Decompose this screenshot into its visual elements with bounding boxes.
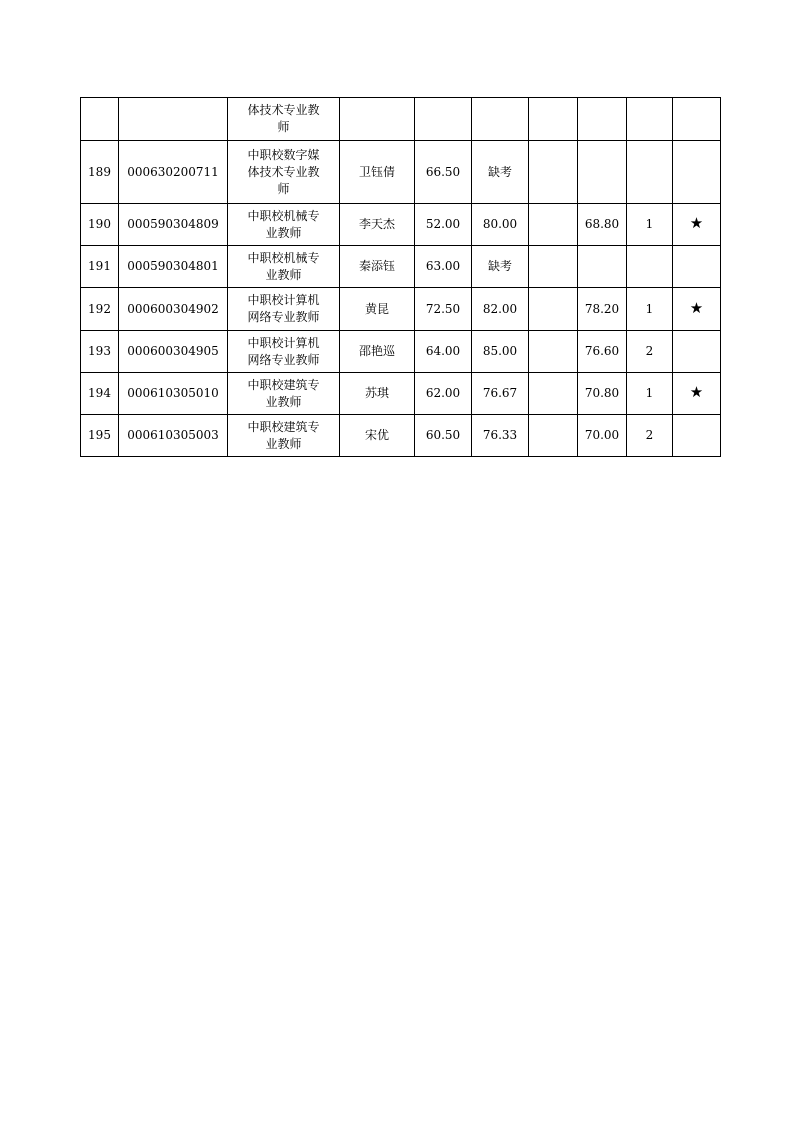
post-cell (228, 415, 340, 457)
post-line: 体技术专业教 (247, 103, 320, 117)
exam-id-cell: 000600304902 (119, 288, 228, 331)
exam-id-cell (119, 98, 228, 141)
selected-cell (673, 288, 721, 331)
written-score-cell: 64.00 (415, 331, 472, 373)
table-row (81, 331, 721, 373)
total-score-cell (578, 246, 627, 288)
rank-cell: 1 (627, 288, 673, 331)
table-row (81, 204, 721, 246)
post-line: 业教师 (265, 394, 302, 409)
name-cell: 宋优 (340, 415, 415, 457)
index-cell: 193 (81, 331, 119, 373)
index-cell: 191 (81, 246, 119, 288)
extra-cell (529, 373, 578, 415)
name-cell: 苏琪 (340, 373, 415, 415)
selected-cell (673, 141, 721, 204)
post-line: 网络专业教师 (247, 352, 320, 367)
post-line: 业教师 (265, 225, 302, 240)
post-line: 体技术专业教 (247, 164, 320, 179)
name-cell: 卫钰倩 (340, 141, 415, 204)
table-row (81, 415, 721, 457)
index-cell: 194 (81, 373, 119, 415)
post-line: 中职校机械专 (247, 250, 320, 265)
written-score-cell: 60.50 (415, 415, 472, 457)
table-row (81, 246, 721, 288)
results-table (80, 97, 721, 457)
rank-cell (627, 141, 673, 204)
selected-cell (673, 204, 721, 246)
star-icon: ★ (689, 298, 704, 317)
table-row (81, 373, 721, 415)
post-cell (228, 98, 340, 141)
selected-cell (673, 415, 721, 457)
rank-cell: 2 (627, 415, 673, 457)
written-score-cell: 62.00 (415, 373, 472, 415)
exam-id-cell: 000590304801 (119, 246, 228, 288)
rank-cell: 1 (627, 373, 673, 415)
post-line: 中职校建筑专 (247, 419, 320, 434)
total-score-cell: 78.20 (578, 288, 627, 331)
table-row (81, 288, 721, 331)
written-score-cell (415, 98, 472, 141)
post-line: 业教师 (265, 436, 302, 451)
post-cell (228, 246, 340, 288)
post-cell (228, 141, 340, 204)
written-score-cell: 72.50 (415, 288, 472, 331)
post-line: 中职校计算机 (247, 293, 320, 307)
interview-score-cell: 缺考 (472, 141, 529, 204)
post-line: 师 (277, 120, 290, 134)
rank-cell (627, 98, 673, 141)
post-line: 中职校数字媒 (247, 147, 320, 162)
post-line: 中职校计算机 (247, 335, 320, 350)
extra-cell (529, 246, 578, 288)
post-cell (228, 331, 340, 373)
interview-score-cell (472, 98, 529, 141)
selected-cell (673, 331, 721, 373)
interview-score-cell: 80.00 (472, 204, 529, 246)
index-cell: 195 (81, 415, 119, 457)
index-cell (81, 98, 119, 141)
index-cell: 190 (81, 204, 119, 246)
name-cell (340, 98, 415, 141)
exam-id-cell: 000590304809 (119, 204, 228, 246)
index-cell: 189 (81, 141, 119, 204)
exam-id-cell: 000610305003 (119, 415, 228, 457)
interview-score-cell: 缺考 (472, 246, 529, 288)
exam-id-cell: 000600304905 (119, 331, 228, 373)
total-score-cell: 70.80 (578, 373, 627, 415)
post-line: 中职校机械专 (247, 208, 320, 223)
interview-score-cell: 76.67 (472, 373, 529, 415)
interview-score-cell: 76.33 (472, 415, 529, 457)
table-row (81, 98, 721, 141)
exam-id-cell: 000610305010 (119, 373, 228, 415)
name-cell: 黄昆 (340, 288, 415, 331)
total-score-cell (578, 141, 627, 204)
interview-score-cell: 82.00 (472, 288, 529, 331)
exam-id-cell: 000630200711 (119, 141, 228, 204)
extra-cell (529, 288, 578, 331)
extra-cell (529, 98, 578, 141)
selected-cell (673, 373, 721, 415)
written-score-cell: 63.00 (415, 246, 472, 288)
rank-cell: 1 (627, 204, 673, 246)
rank-cell: 2 (627, 331, 673, 373)
post-line: 师 (277, 181, 290, 196)
rank-cell (627, 246, 673, 288)
index-cell: 192 (81, 288, 119, 331)
post-cell (228, 204, 340, 246)
interview-score-cell: 85.00 (472, 331, 529, 373)
post-cell (228, 288, 340, 331)
post-cell (228, 373, 340, 415)
total-score-cell: 70.00 (578, 415, 627, 457)
table-row (81, 141, 721, 204)
post-line: 业教师 (265, 267, 302, 282)
extra-cell (529, 415, 578, 457)
extra-cell (529, 141, 578, 204)
written-score-cell: 66.50 (415, 141, 472, 204)
name-cell: 秦添钰 (340, 246, 415, 288)
selected-cell (673, 98, 721, 141)
total-score-cell: 76.60 (578, 331, 627, 373)
extra-cell (529, 204, 578, 246)
post-line: 网络专业教师 (247, 310, 320, 324)
name-cell: 邵艳巡 (340, 331, 415, 373)
selected-cell (673, 246, 721, 288)
total-score-cell: 68.80 (578, 204, 627, 246)
total-score-cell (578, 98, 627, 141)
star-icon: ★ (689, 383, 704, 401)
star-icon: ★ (689, 214, 704, 232)
extra-cell (529, 331, 578, 373)
name-cell: 李天杰 (340, 204, 415, 246)
post-line: 中职校建筑专 (247, 377, 320, 392)
written-score-cell: 52.00 (415, 204, 472, 246)
